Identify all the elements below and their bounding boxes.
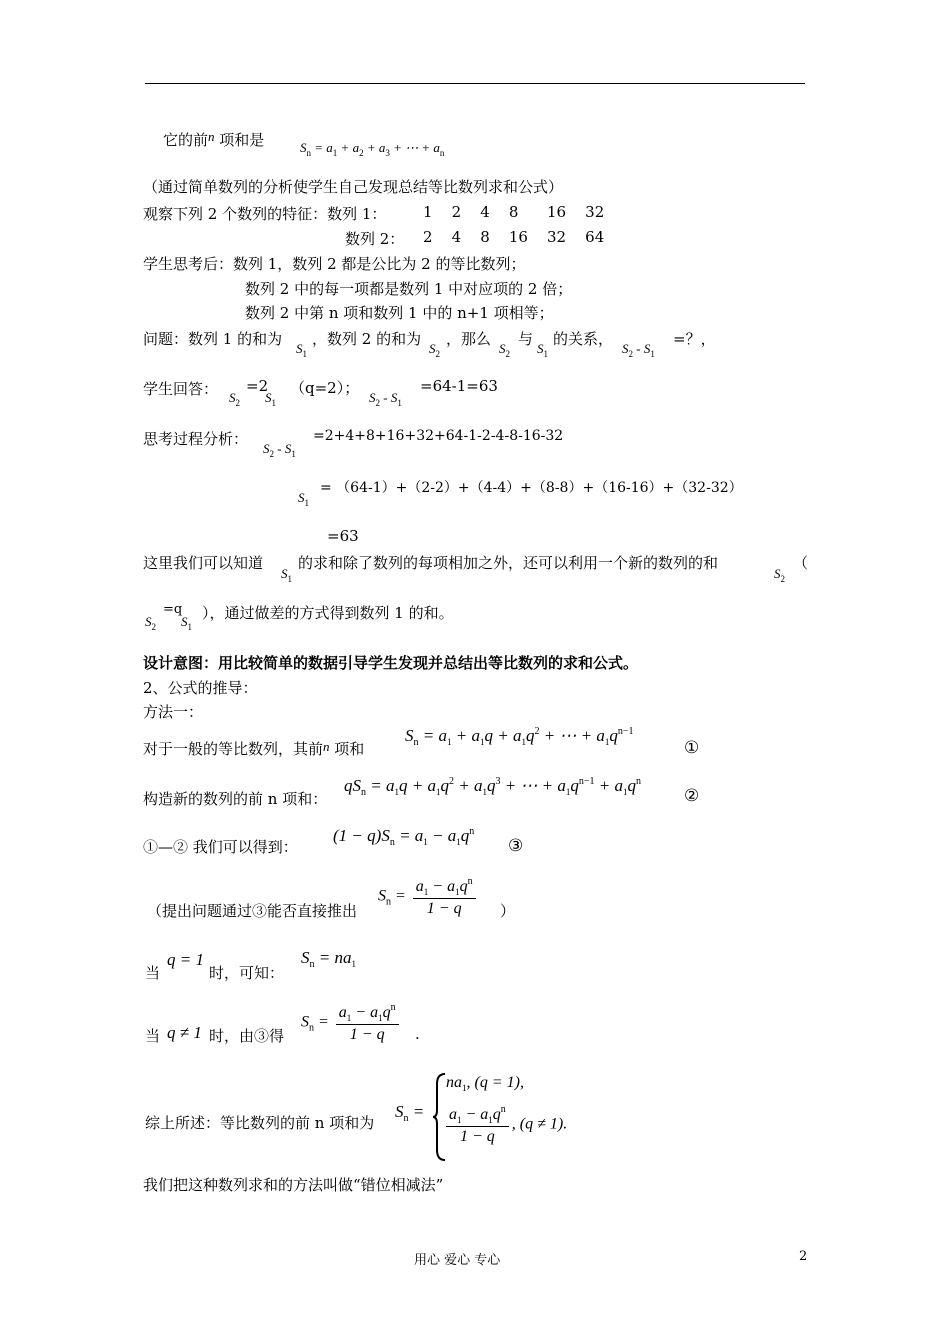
line-9b: =2: [246, 377, 269, 395]
s1-b: $S_1$: [537, 341, 548, 359]
formula-2-text: 构造新的数列的前 n 项和：: [143, 790, 328, 808]
line-13c: （: [793, 554, 809, 572]
summary-lhs: $S_n$ =: [395, 1102, 425, 1124]
line-8f: =？，: [673, 330, 716, 348]
s1-d: $S_1$: [298, 490, 309, 508]
summary-case-1: $na_1$, (q = 1),: [446, 1074, 524, 1093]
line-8: 问题：数列 1 的和为: [143, 330, 283, 348]
line-4: 数列 2：: [345, 230, 405, 248]
line-6: 数列 2 中的每一项都是数列 1 中对应项的 2 倍；: [245, 280, 573, 298]
line-9c: （q=2）；: [290, 379, 360, 397]
line-14a: =q: [163, 602, 183, 617]
line-9: 学生回答：: [143, 380, 219, 398]
formula-1: $S_n = a_1 + a_1q + a_1q^2$ + ⋯ + $a_1q^{n-1}$: [405, 726, 634, 748]
case-1-cond: q = 1: [167, 950, 204, 969]
header-rule: [145, 83, 805, 84]
conclusion: 我们把这种数列求和的方法叫做“错位相减法”: [143, 1176, 444, 1194]
seq-2: 2 4 8 16 32 64: [423, 228, 605, 246]
marker-1: ①: [684, 738, 700, 758]
line-7: 数列 2 中第 n 项和数列 1 中的 n+1 项相等；: [245, 304, 554, 322]
line-10: 思考过程分析：: [143, 430, 249, 448]
diff-c: $S_2 - S_1$: [263, 441, 296, 459]
seq-1: 1 2 4 8 16 32: [423, 203, 605, 221]
s1-c: $S_1$: [265, 390, 276, 408]
diff-b: $S_2 - S_1$: [369, 390, 402, 408]
s1-f: $S_1$: [181, 614, 192, 632]
line-13b: 的求和除了数列的每项相加之外，还可以利用一个新的数列的和: [298, 554, 719, 572]
footer-center: 用心 爱心 专心: [414, 1253, 501, 1268]
design-intent: 设计意图：用比较简单的数据引导学生发现并总结出等比数列的求和公式。: [143, 654, 639, 672]
formula-1-text: 对于一般的等比数列，其前n 项和: [143, 739, 365, 758]
line-8e: 的关系，: [553, 330, 614, 348]
case-2-b: 时，由③得: [209, 1027, 285, 1045]
s1-a: $S_1$: [296, 341, 307, 359]
case-2-a: 当: [145, 1027, 161, 1045]
line-1: 它的前n 项和是: [163, 129, 265, 149]
formula-4: $S_n$ = $\frac{a_1 - a_1q^n}{1 - q}$: [378, 876, 479, 918]
line-8c: ，那么: [446, 330, 492, 348]
method-1: 方法一：: [143, 703, 204, 721]
case-2-dot: .: [415, 1025, 420, 1043]
case-2-formula: $S_n$ = $\frac{a_1 - a_1q^n}{1 - q}$: [301, 1002, 402, 1044]
line-11: = （64-1）+（2-2）+（4-4）+（8-8）+（16-16）+（32-32）: [320, 480, 743, 496]
s2-d: $S_2$: [774, 566, 785, 584]
marker-2: ②: [684, 786, 700, 806]
s1-e: $S_1$: [281, 566, 292, 584]
line-12: =63: [327, 527, 359, 545]
line-5: 学生思考后：数列 1，数列 2 都是公比为 2 的等比数列；: [143, 255, 526, 273]
s2-c: $S_2$: [229, 390, 240, 408]
formula-3: $(1 - q)S_n = a_1 - a_1q^n$: [333, 826, 475, 848]
line-13: 这里我们可以知道: [143, 554, 264, 572]
case-1-b: 时，可知：: [209, 964, 285, 982]
diff-a: $S_2 - S_1$: [622, 341, 655, 359]
section-2: 2、公式的推导：: [143, 679, 258, 697]
line-14b: ），通过做差的方式得到数列 1 的和。: [202, 604, 454, 622]
line-3: 观察下列 2 个数列的特征：数列 1：: [143, 205, 387, 223]
formula-4-text: （提出问题通过③能否直接推出: [147, 902, 358, 920]
formula-4-close: ）: [500, 902, 516, 920]
line-10b: =2+4+8+16+32+64-1-2-4-8-16-32: [313, 428, 564, 444]
case-2-cond: q ≠ 1: [167, 1023, 202, 1042]
line-9d: =64-1=63: [420, 377, 498, 395]
formula-3-text: ①—② 我们可以得到：: [143, 838, 298, 856]
summary-text: 综上所述：等比数列的前 n 项和为: [145, 1114, 375, 1132]
case-1-formula: $S_n = na_1$: [301, 948, 356, 970]
s2-b: $S_2$: [499, 341, 510, 359]
text: 它的前: [163, 131, 209, 149]
s2-a: $S_2$: [429, 341, 440, 359]
summary-case-2: $\frac{a_1 - a_1q^n}{1 - q}$ , (q ≠ 1).: [443, 1104, 567, 1146]
s2-e: $S_2$: [145, 614, 156, 632]
case-1-a: 当: [145, 964, 161, 982]
marker-3: ③: [508, 836, 524, 856]
page-number: 2: [799, 1249, 808, 1264]
formula-2: $qS_n = a_1q + a_1q^2 + a_1q^3$ + ⋯ + $a_1q^{n-1} + a_1q^n$: [344, 776, 642, 798]
line-8b: ，数列 2 的和为: [312, 330, 422, 348]
line-2: （通过简单数列的分析使学生自己发现总结等比数列求和公式）: [143, 178, 564, 196]
sum-formula: $S_n = a_1 + a_2 + a_3$ + ⋯ + $a_n$: [300, 140, 445, 158]
line-8d: 与: [518, 330, 534, 348]
